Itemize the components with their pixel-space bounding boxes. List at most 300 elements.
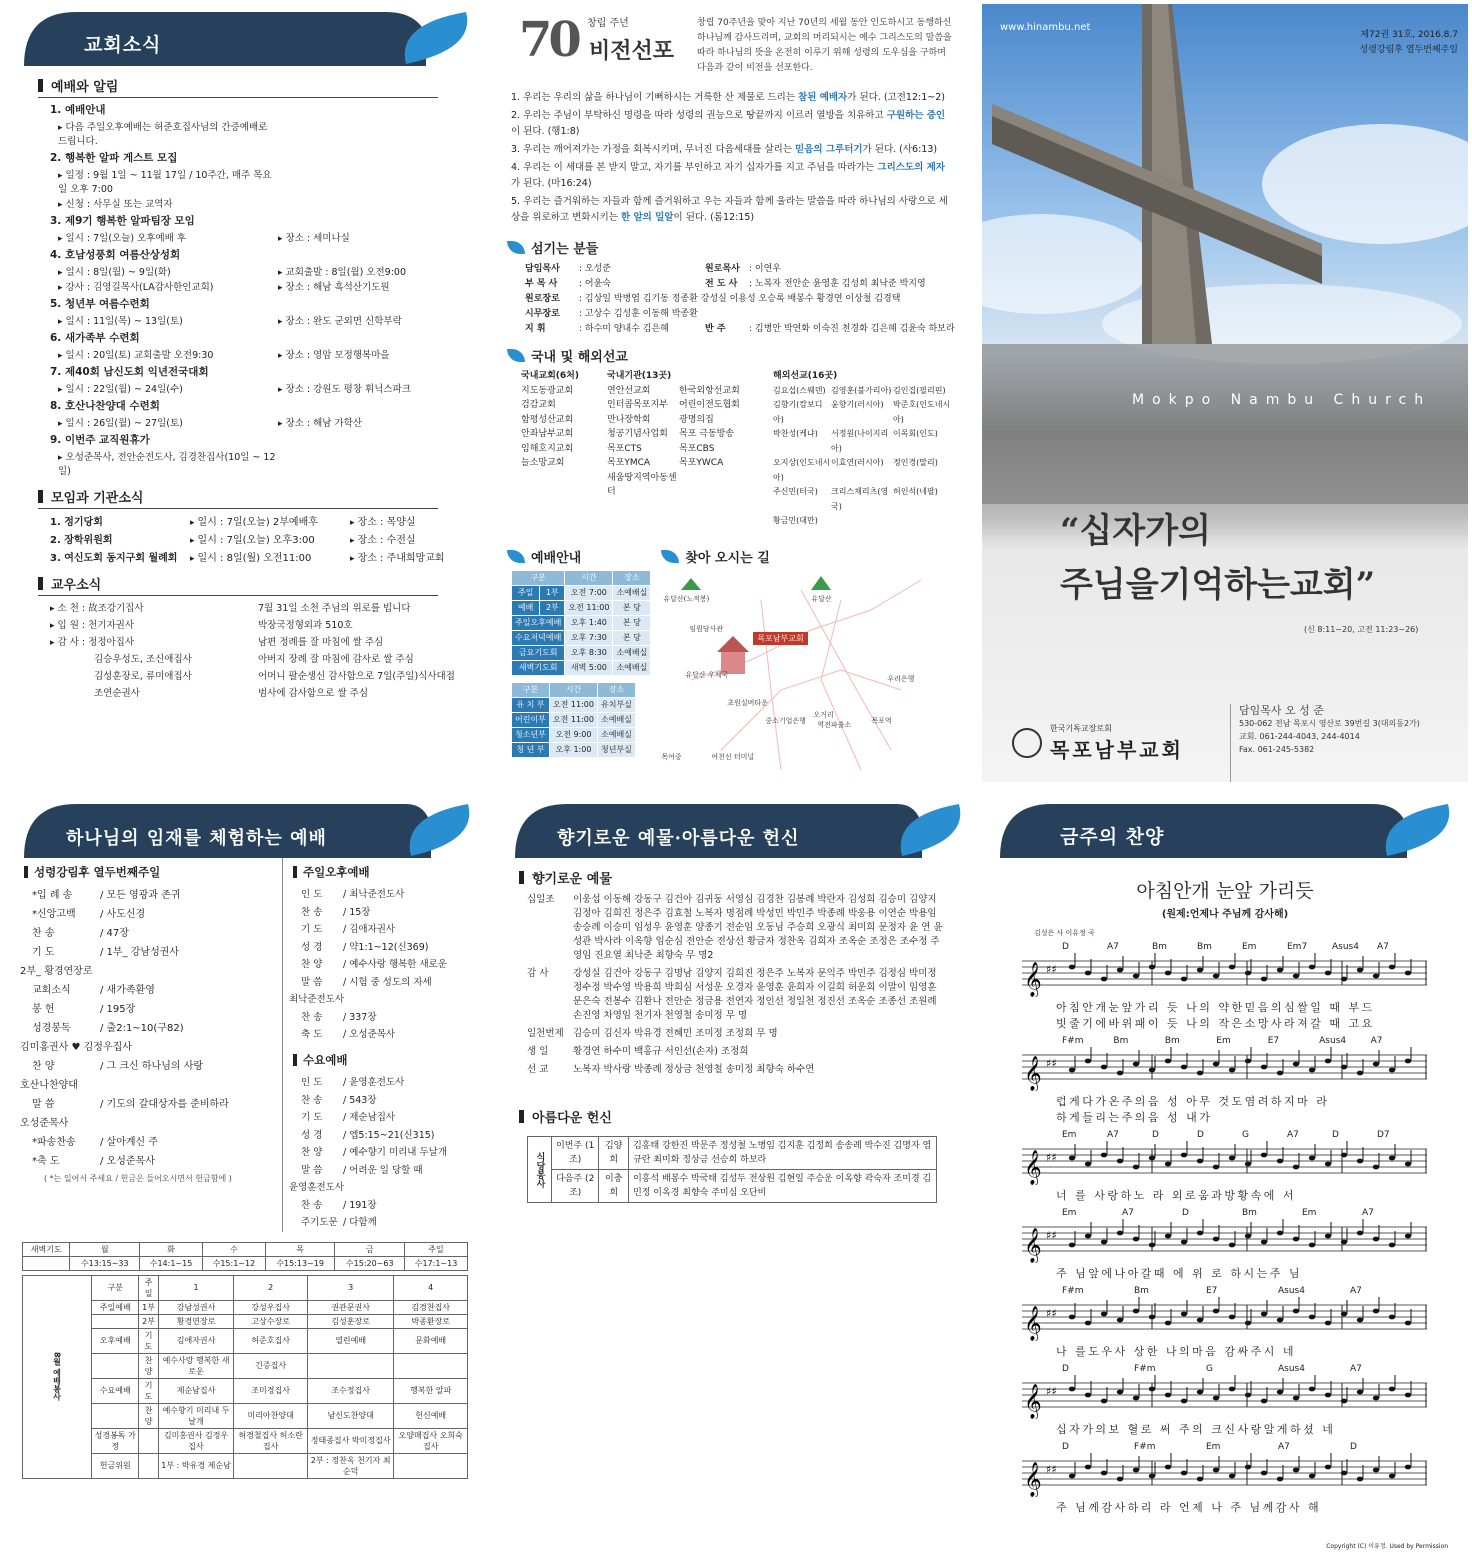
offering-row bbox=[527, 1045, 967, 1059]
order-content: / 오성준목사 bbox=[343, 1029, 396, 1040]
duty-cell: 박종환장로 bbox=[394, 1314, 468, 1328]
hymn-panel bbox=[982, 796, 1468, 1556]
chord: D bbox=[1182, 1208, 1189, 1218]
service-name: 주일오후예배 bbox=[512, 615, 565, 630]
note bbox=[1165, 1162, 1171, 1167]
note bbox=[1197, 1477, 1203, 1482]
note bbox=[1309, 1474, 1315, 1479]
order-row bbox=[20, 1133, 282, 1148]
note bbox=[1261, 1399, 1267, 1404]
order-row bbox=[289, 1214, 468, 1228]
church-news-panel bbox=[6, 4, 481, 784]
key-signature: ♯♯ bbox=[1046, 1229, 1057, 1242]
server-names: : 오성준 bbox=[579, 264, 611, 274]
order-row bbox=[289, 956, 468, 970]
note bbox=[1309, 1387, 1315, 1392]
hymn-banner-title: 금주의 찬양 bbox=[1060, 826, 1165, 848]
worship-title: 하나님의 임재를 체험하는 예배 bbox=[66, 828, 327, 849]
leaf-icon bbox=[507, 349, 525, 362]
order-row bbox=[289, 1144, 468, 1158]
meeting-place: ▸ 장소 : 주내희망교회 bbox=[350, 549, 470, 564]
notice-item bbox=[50, 296, 481, 327]
detail-left: ▸ 일시 : 8일(월) ~ 9일(화) bbox=[58, 264, 278, 278]
note bbox=[1165, 1059, 1171, 1064]
logo-caption: 창립 주년 bbox=[587, 18, 629, 29]
staff bbox=[1022, 1141, 1432, 1185]
duty-cell: 강성우집사 bbox=[234, 1300, 308, 1314]
chord: Bm bbox=[1197, 942, 1212, 952]
order-part: 기 도 bbox=[301, 1112, 323, 1123]
staff-line bbox=[1022, 1286, 1432, 1360]
detail-left: ▸ 신청 : 사무실 또는 교역자 bbox=[58, 196, 278, 210]
map-label: 역전파출소 bbox=[817, 720, 852, 729]
order-row bbox=[289, 921, 468, 935]
meeting-time: ▸ 일시 : 7일(오늘) 오후3:00 bbox=[190, 531, 350, 546]
domestic-org: 광명의집 bbox=[679, 414, 714, 425]
note bbox=[1165, 1234, 1171, 1239]
staff bbox=[1022, 1047, 1432, 1091]
note bbox=[1293, 974, 1299, 979]
server-row bbox=[525, 306, 967, 319]
meeting-row bbox=[50, 513, 481, 528]
vision-intro: 창립 70주년을 맞아 지난 70년의 세월 동안 인도하시고 동행하신 하나님께 감사드리며, 교회의 머리되시는 예수 그리스도의 말씀을 따라 하나님의 뜻을 온전히 이루기 위해 성령의 도우심을 구하며 다음과 같이 비전을 선포한다. bbox=[697, 18, 952, 73]
order-part: 찬 양 bbox=[301, 1147, 323, 1158]
sheet-music bbox=[982, 942, 1468, 1516]
offering-names: 김승미 김신자 박유경 전혜민 조미정 조정희 무 명 bbox=[573, 1028, 778, 1039]
notice-detail bbox=[58, 119, 481, 147]
duty-cell bbox=[139, 1453, 158, 1478]
note bbox=[1069, 965, 1075, 970]
chord: A7 bbox=[1122, 1208, 1134, 1218]
table-header-row bbox=[512, 682, 636, 697]
service-place: 소예배실 bbox=[613, 660, 651, 675]
note bbox=[1325, 1234, 1331, 1239]
foreign-missionary: 이효연(러시아) bbox=[831, 458, 884, 467]
order-part: 인 도 bbox=[301, 889, 323, 900]
news-what: 남편 정례를 잘 마침에 쌀 주심 bbox=[258, 637, 384, 648]
chord: D bbox=[1062, 1364, 1069, 1374]
notice-detail bbox=[58, 279, 481, 293]
dept-place: 유치부실 bbox=[597, 697, 635, 712]
order-content: / 15장 bbox=[343, 906, 371, 918]
note bbox=[1277, 1318, 1283, 1323]
note bbox=[1213, 1237, 1219, 1242]
slogan-line-2: 주님을기억하는교회” bbox=[1060, 565, 1376, 605]
prayer-header-row bbox=[23, 1242, 468, 1256]
table-header: 장소 bbox=[597, 682, 635, 697]
domestic-org: 목포CTS bbox=[607, 443, 642, 454]
note bbox=[1069, 1315, 1075, 1320]
order-content: / 191장 bbox=[343, 1199, 377, 1211]
order-row bbox=[20, 981, 282, 996]
offering-type: 일천번제 bbox=[527, 1028, 564, 1039]
offering-names: 황경연 하수미 백홍규 서인선(손자) 조정희 bbox=[573, 1046, 749, 1057]
order-part: *신앙고백 bbox=[32, 909, 76, 920]
server-role: 부 목 사 bbox=[525, 279, 558, 289]
note bbox=[1389, 965, 1395, 970]
notice-item bbox=[50, 150, 481, 210]
key-signature: ♯♯ bbox=[1046, 1151, 1057, 1164]
offering-row bbox=[527, 967, 967, 1023]
news-who: ▸ 입 원 : 천기자권사 bbox=[50, 617, 258, 631]
notice-item bbox=[50, 398, 481, 429]
prayer-passage: 수17:1~13 bbox=[405, 1256, 468, 1270]
detail-left: ▸ 일시 : 20일(토) 교회출발 오전9:30 bbox=[58, 347, 278, 361]
service-name: 예배 bbox=[512, 600, 540, 615]
note bbox=[1165, 1393, 1171, 1398]
dept-name: 청 년 부 bbox=[512, 742, 550, 757]
order-part: 말 씀 bbox=[32, 1099, 55, 1110]
chord: Bm bbox=[1113, 1036, 1129, 1046]
note bbox=[1389, 1068, 1395, 1073]
notice-detail bbox=[58, 196, 481, 210]
duty-cell: 허준호집사 bbox=[234, 1328, 308, 1353]
cover-footer bbox=[982, 704, 1468, 782]
note bbox=[1133, 1468, 1139, 1473]
foreign-mission-heading: 해외선교(16곳) bbox=[773, 371, 838, 381]
chord: D bbox=[1350, 1442, 1357, 1452]
vision-text: 5. 우리는 즐거워하는 자들과 함께 즐거워하고 우는 자들과 함께 울라는 말씀을 따라 하나님의 사랑으로 세상을 위로하고 변화시키는 bbox=[511, 196, 948, 223]
lyric-line: 나 를도우사 상한 나의마음 감싸주시 네 bbox=[1056, 1345, 1296, 1358]
note bbox=[1325, 971, 1331, 976]
notice-list bbox=[6, 102, 481, 477]
staff-line bbox=[1022, 942, 1432, 1032]
chord: Asus4 bbox=[1278, 1364, 1305, 1374]
chord: G bbox=[1242, 1130, 1249, 1140]
domestic-org-heading: 국내기관(13곳) bbox=[607, 371, 672, 381]
slogan-line-1: “십자가의 bbox=[1060, 511, 1211, 551]
chord: D bbox=[1332, 1130, 1339, 1140]
note bbox=[1261, 1153, 1267, 1158]
standing-note: ( *는 일어서 주세요 / 헌금은 들어오시면서 헌금함에 ) bbox=[44, 1174, 232, 1183]
domestic-church: 검감교회 bbox=[521, 400, 556, 410]
note bbox=[1085, 1234, 1091, 1239]
chord: A7 bbox=[1370, 1036, 1383, 1046]
note bbox=[1405, 1162, 1411, 1167]
chord-row bbox=[1062, 1130, 1432, 1141]
duty-cell bbox=[307, 1353, 394, 1378]
song-credits: 김성은 사 이유정 곡 bbox=[1034, 929, 1095, 937]
vision-list bbox=[511, 90, 951, 226]
news-who: ▸ 감 사 : 정정아집사 bbox=[50, 634, 258, 648]
note bbox=[1229, 965, 1235, 970]
vision-ref: 이 된다. (행1:8) bbox=[511, 126, 580, 137]
notice-item bbox=[50, 247, 481, 293]
order-part: 성경봉독 bbox=[32, 1023, 71, 1034]
duty-cell: 행복한 알파 bbox=[394, 1378, 468, 1403]
order-part: 찬 송 bbox=[301, 1011, 323, 1023]
order-part: *축 도 bbox=[32, 1156, 60, 1167]
foreign-missionary: 김인집(필리핀) bbox=[893, 385, 946, 395]
detail-right: ▸ 장소 : 완도 군외면 신학부락 bbox=[278, 313, 402, 327]
chord: Em bbox=[1216, 1036, 1231, 1046]
vision-keyword: 구원하는 증인 bbox=[886, 110, 946, 121]
chord: D bbox=[1062, 942, 1069, 952]
note bbox=[1309, 1243, 1315, 1248]
order-part: 찬 양 bbox=[301, 959, 323, 970]
chord: A7 bbox=[1287, 1130, 1299, 1140]
note bbox=[1357, 968, 1363, 973]
sunday-main-order bbox=[20, 858, 282, 1232]
offering-list bbox=[527, 893, 967, 1077]
chord: Bm bbox=[1134, 1286, 1149, 1296]
note bbox=[1261, 1065, 1267, 1070]
note bbox=[1197, 968, 1203, 973]
server-names: : 이연우 bbox=[749, 264, 781, 274]
order-part: *파송찬송 bbox=[32, 1137, 76, 1148]
note bbox=[1229, 1315, 1235, 1320]
note bbox=[1277, 968, 1283, 973]
chord: A7 bbox=[1377, 942, 1389, 952]
note bbox=[1405, 1321, 1411, 1326]
domestic-church: 함평성산교회 bbox=[521, 414, 574, 425]
notice-item bbox=[50, 102, 481, 147]
notice-title: 6. 새가족부 수련회 bbox=[50, 332, 140, 344]
staff-line bbox=[1022, 1364, 1432, 1438]
order-part: 기 도 bbox=[32, 947, 55, 958]
foreign-missionary: 이목회(인도) bbox=[893, 429, 938, 438]
vision-text: 3. 우리는 깨어져가는 가정을 회복시키며, 무너진 다음세대를 살리는 bbox=[511, 144, 796, 155]
server-row bbox=[525, 291, 967, 304]
order-content: / 출2:1~10(구82) bbox=[100, 1023, 184, 1034]
note bbox=[1277, 1477, 1283, 1482]
duty-cell: 2부 bbox=[139, 1314, 158, 1328]
dept-name: 유 치 부 bbox=[512, 697, 550, 712]
note bbox=[1085, 1321, 1091, 1326]
duty-cell bbox=[139, 1428, 158, 1453]
foreign-missionary: 정인경(말리) bbox=[893, 458, 938, 467]
seal-icon bbox=[1012, 728, 1042, 758]
server-row bbox=[525, 261, 967, 274]
note bbox=[1293, 1062, 1299, 1067]
directions-heading: 찾아 오시는 길 bbox=[661, 547, 931, 566]
offering-row bbox=[527, 893, 967, 963]
domestic-org: 목포YWCA bbox=[679, 458, 724, 468]
news-who: 조연순권사 bbox=[94, 688, 140, 699]
foreign-missionary: 허인석(네팔) bbox=[893, 487, 938, 496]
foreign-missionary: 박찬성(케냐) bbox=[773, 429, 818, 438]
chord: Bm bbox=[1164, 1036, 1180, 1046]
logo-number: 70 bbox=[519, 12, 578, 68]
table-header: 장소 bbox=[613, 570, 651, 585]
note bbox=[1085, 1059, 1091, 1064]
offering-heading: 향기로운 예물 bbox=[519, 868, 929, 889]
hymn-banner bbox=[982, 796, 1468, 858]
chord: A7 bbox=[1107, 942, 1119, 952]
service-time: 오후 8:30 bbox=[565, 645, 613, 660]
server-names: : 하수미 양내수 김은혜 bbox=[579, 324, 669, 334]
duty-cell bbox=[92, 1353, 139, 1378]
meeting-place: ▸ 장소 : 수전실 bbox=[350, 531, 470, 546]
dept-time: 오전 9:00 bbox=[549, 727, 597, 742]
member-news-heading: 교우소식 bbox=[38, 574, 438, 596]
vision-ref: 가 된다. (사6:13) bbox=[862, 144, 938, 155]
member-news-row bbox=[50, 600, 481, 614]
directions-map bbox=[661, 570, 931, 780]
note bbox=[1197, 1390, 1203, 1395]
kitchen-row bbox=[528, 1170, 937, 1203]
chord: D bbox=[1062, 1442, 1069, 1452]
order-row bbox=[289, 1074, 468, 1088]
duty-header: 구분 bbox=[92, 1275, 139, 1300]
prayer-day: 새벽기도 bbox=[23, 1242, 70, 1256]
detail-right: ▸ 장소 : 영암 모정행복마을 bbox=[278, 347, 390, 361]
offering-title: 향기로운 예물·아름다운 헌신 bbox=[557, 828, 800, 849]
order-row bbox=[20, 1095, 282, 1110]
chord: E7 bbox=[1267, 1036, 1280, 1046]
foreign-missionary: 김영훈(불가리아) bbox=[831, 385, 892, 395]
service-part: 1부 bbox=[540, 585, 565, 600]
chord: Asus4 bbox=[1332, 942, 1359, 952]
domestic-church: 늘소망교회 bbox=[521, 458, 565, 468]
service-part: 2부 bbox=[540, 600, 565, 615]
table-row bbox=[512, 615, 651, 630]
church-name: 목포남부교회 bbox=[1050, 738, 1184, 762]
news-who: ▸ 소 천 : 故조강기집사 bbox=[50, 600, 258, 614]
liturgical-week: 성령강림후 열두번째주일 bbox=[1359, 45, 1458, 55]
note bbox=[1181, 977, 1187, 982]
duty-header: 3 bbox=[307, 1275, 394, 1300]
vision-keyword: 한 알의 밀알 bbox=[621, 212, 674, 223]
notice-detail bbox=[58, 381, 481, 395]
offering-panel bbox=[497, 796, 967, 1296]
server-names: : 어윤숙 bbox=[579, 279, 611, 289]
note bbox=[1389, 1315, 1395, 1320]
notice-item bbox=[50, 432, 481, 477]
offering-row bbox=[527, 1063, 967, 1077]
dept-time: 오전 11:00 bbox=[549, 712, 597, 727]
order-content: / 윤영훈전도사 bbox=[343, 1077, 405, 1088]
leaf-icon bbox=[507, 241, 525, 254]
dept-time-table bbox=[511, 682, 636, 758]
meeting-heading: 모임과 기관소식 bbox=[38, 487, 438, 509]
chord-row bbox=[1062, 1036, 1432, 1047]
key-signature: ♯♯ bbox=[1046, 1385, 1057, 1398]
offering-type: 감 사 bbox=[527, 968, 549, 979]
note bbox=[1197, 1318, 1203, 1323]
note bbox=[1181, 1312, 1187, 1317]
note bbox=[1245, 1162, 1251, 1167]
duty-cell bbox=[234, 1453, 308, 1478]
vision-ref: 가 된다. (마16:24) bbox=[511, 178, 592, 189]
server-role: 반 주 bbox=[705, 324, 726, 334]
notice-detail bbox=[58, 264, 481, 278]
note bbox=[1261, 1312, 1267, 1317]
news-what: 박장국정형외과 510호 bbox=[258, 620, 353, 631]
church-news-banner bbox=[6, 4, 481, 66]
table-row bbox=[512, 697, 636, 712]
vision-ref: 가 된다. (고전12:1~2) bbox=[847, 92, 945, 103]
notice-title: 9. 이번주 교직원휴가 bbox=[50, 434, 150, 446]
church-english-name: Mokpo Nambu Church bbox=[1132, 392, 1432, 408]
note bbox=[1325, 1321, 1331, 1326]
table-header: 구분 bbox=[512, 570, 565, 585]
worship-order-panel bbox=[6, 796, 481, 1556]
news-what: 아버지 장례 잘 마침에 감사로 쌀 주심 bbox=[258, 654, 414, 665]
note bbox=[1325, 1059, 1331, 1064]
duty-cell: 열린예배 bbox=[307, 1328, 394, 1353]
server-names: : 고상수 김성훈 이동해 박종환 bbox=[579, 309, 698, 319]
domestic-church: 안좌남부교회 bbox=[521, 429, 574, 439]
website-url[interactable]: www.hinambu.net bbox=[1000, 22, 1091, 33]
main-service-title: 성령강림후 열두번째주일 bbox=[34, 865, 161, 879]
meeting-place: ▸ 장소 : 목양실 bbox=[350, 513, 470, 528]
server-names: : 김병안 박연화 이숙진 천경화 김은혜 김윤숙 하보라 bbox=[749, 324, 955, 334]
duty-header: 1 bbox=[158, 1275, 234, 1300]
note bbox=[1373, 1468, 1379, 1473]
service-time: 새벽 5:00 bbox=[565, 660, 613, 675]
note bbox=[1101, 977, 1107, 982]
notice-item bbox=[50, 213, 481, 244]
note bbox=[1229, 1474, 1235, 1479]
note bbox=[1245, 1393, 1251, 1398]
note bbox=[1277, 1071, 1283, 1076]
news-who: 김성훈장로, 류미애집사 bbox=[94, 671, 192, 682]
note bbox=[1357, 1231, 1363, 1236]
offering-type: 십일조 bbox=[527, 894, 555, 905]
service-name: 금요기도회 bbox=[512, 645, 565, 660]
server-row bbox=[525, 276, 967, 289]
cover-slogan bbox=[1060, 504, 1375, 612]
treble-clef-icon: 𝄞 bbox=[1024, 1228, 1042, 1263]
note bbox=[1373, 1396, 1379, 1401]
dept-time: 오후 1:00 bbox=[549, 742, 597, 757]
offering-type: 생 일 bbox=[527, 1046, 549, 1057]
detail-left: ▸ 일시 : 7일(오늘) 오후예배 후 bbox=[58, 230, 278, 244]
notice-title: 2. 행복한 알파 게스트 모집 bbox=[50, 152, 178, 164]
lyric-line: 아침안개눈앞가리 듯 나의 약한믿음의심쌀일 때 부드 bbox=[1056, 1001, 1375, 1014]
vision-panel bbox=[497, 4, 967, 784]
treble-clef-icon: 𝄞 bbox=[1024, 1462, 1042, 1497]
order-row bbox=[20, 943, 282, 958]
order-row bbox=[289, 1197, 468, 1211]
staff-line bbox=[1022, 1130, 1432, 1204]
order-part: 찬 송 bbox=[301, 906, 323, 918]
note bbox=[1309, 1068, 1315, 1073]
duty-cell bbox=[394, 1353, 468, 1378]
lyric-line: 럽게다가온주의음 성 아무 것도염려하지마 라 bbox=[1056, 1095, 1330, 1108]
note bbox=[1213, 1309, 1219, 1314]
note bbox=[1085, 1162, 1091, 1167]
service-time: 오전 7:00 bbox=[565, 585, 613, 600]
kitchen-side-label: 식당봉사 bbox=[528, 1137, 552, 1203]
chord-row bbox=[1062, 1208, 1432, 1219]
issue-number: 제72권 31호, 2016.8.7 bbox=[1360, 30, 1458, 40]
detail-left: ▸ 다음 주일오후예배는 허준호집사님의 간증예배로 드립니다. bbox=[58, 119, 278, 147]
prayer-day: 월 bbox=[70, 1242, 140, 1256]
member-news-row bbox=[50, 685, 481, 699]
church-logo bbox=[1012, 704, 1212, 782]
vision-keyword: 참된 예배자 bbox=[798, 92, 848, 103]
duty-cell: 조미경집사 bbox=[234, 1378, 308, 1403]
meeting-name: 3. 여신도회 동지구회 월례회 bbox=[50, 553, 178, 564]
detail-left: ▸ 일시 : 26일(월) ~ 27일(토) bbox=[58, 415, 278, 429]
staff bbox=[1022, 953, 1432, 997]
order-part: 주기도문 bbox=[301, 1217, 338, 1228]
order-part: 교회소식 bbox=[32, 985, 71, 996]
treble-clef-icon: 𝄞 bbox=[1024, 1150, 1042, 1185]
note bbox=[1117, 1477, 1123, 1482]
foreign-missionary: 오지상(인도네시아) bbox=[773, 458, 831, 482]
order-content: / 337장 bbox=[343, 1011, 377, 1023]
phone: 교회. 061-244-4043, 244-4014 bbox=[1239, 732, 1360, 741]
domestic-org: 목포YMCA bbox=[607, 458, 651, 468]
duty-cell: 예수사랑 행복한 새로운 bbox=[158, 1353, 234, 1378]
table-row bbox=[512, 712, 636, 727]
note bbox=[1101, 1153, 1107, 1158]
note bbox=[1213, 1062, 1219, 1067]
duty-cell: 헌신예배 bbox=[394, 1403, 468, 1428]
